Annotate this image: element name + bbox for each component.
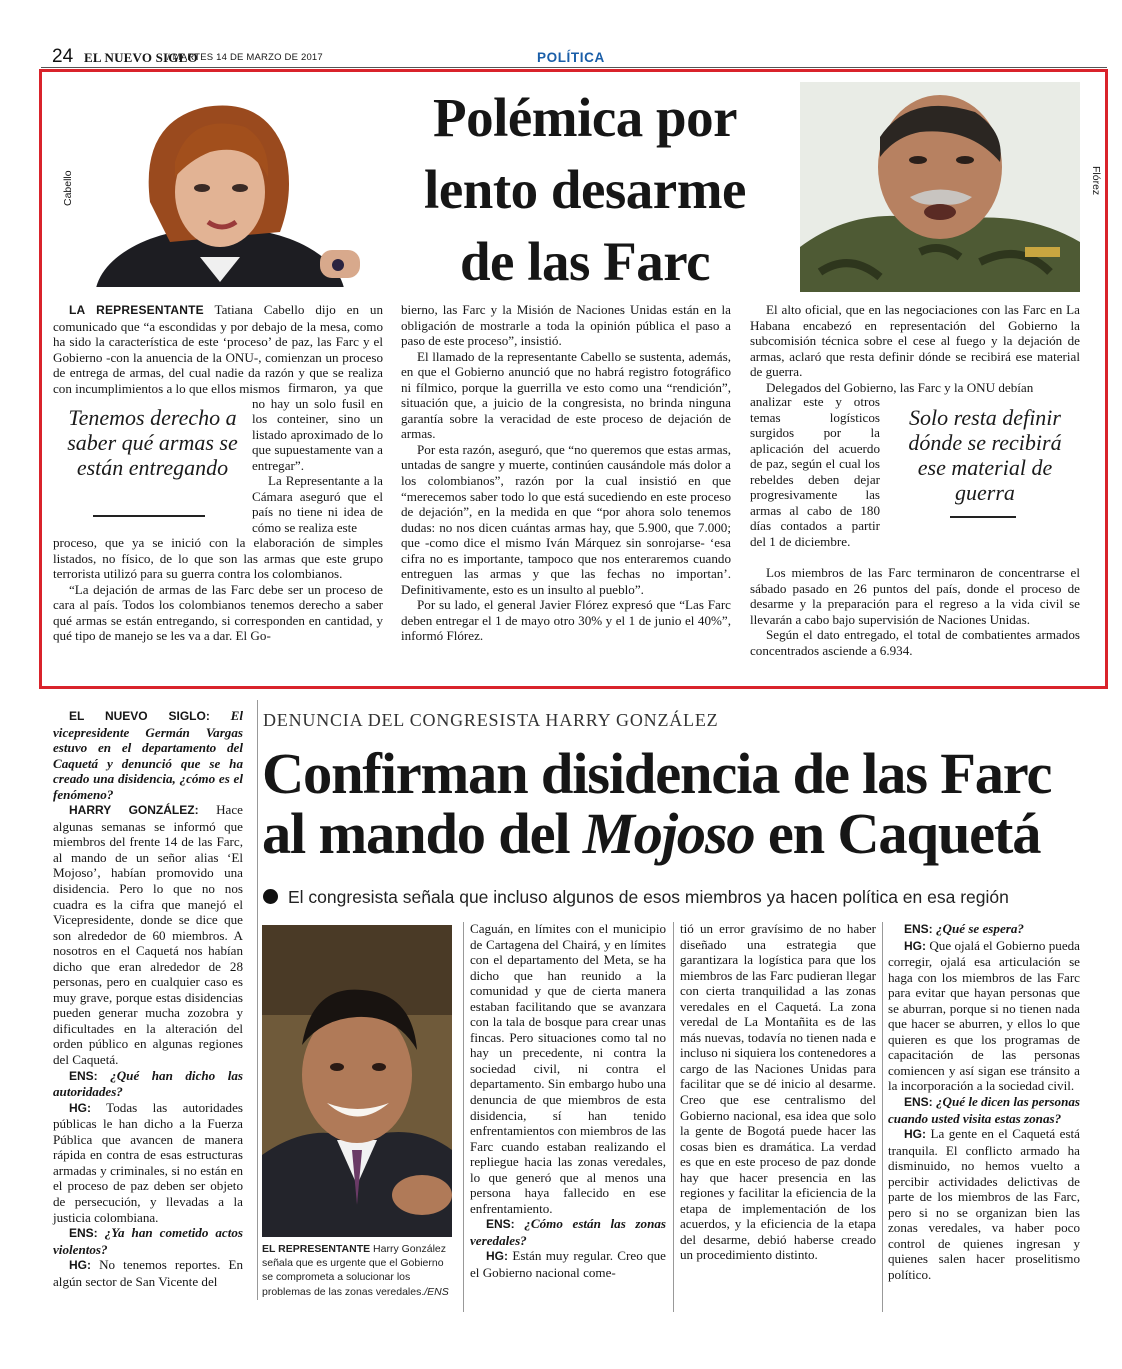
photo-gonzalez [262,925,452,1237]
paragraph: analizar este y otros temas logísticos surgidos por la aplicación del acuerdo de paz, según el cual los rebeldes deben dejar progresivamente las armas al cabo de 180 días contados a partir del 1 de diciembre. [750,394,880,549]
speaker-label: ENS: [904,922,933,936]
photo-credit-cabello: Cabello [62,170,74,206]
question-text: El vicepresidente Germán Vargas estuvo en el departamento del Caquetá y denunció que se ha creado una disidencia, ¿cómo es el fenómeno? [53,708,243,802]
lead-word: LA REPRESENTANTE [69,303,204,317]
answer-text: Que ojalá el Gobierno pueda corregir, ojalá esa articulación se haga con los miembros de las Farc para evitar que hayan personas que se aburran, porque si no tienen nada que hacer se aburren, y ellos lo que quieren es que los programas de capacitación de las personas comiencen y así sigan ese tránsito a la incorporación a la sociedad civil. [888,937,1080,1094]
answer-text: No tenemos reportes. En algún sector de San Vicente del [53,1257,243,1289]
article1-col2 [401,302,731,644]
paragraph: proceso, que ya se inició con la elaboración de simples listados, no físico, de lo que son las armas que este grupo terrorista utilizó para su guerra contra los colombianos. [53,535,383,582]
qa-paragraph [470,1216,666,1248]
article1-col3-bottom [750,565,1080,658]
paragraph: “La dejación de armas de las Farc debe ser un proceso de cara al país. Todos los colombianos tenemos derecho a saber qué armas se están entregando, si corresponden en cantidad, y qué tipo de manejo se les va a dar. El Go- [53,581,383,644]
speaker-label: EL NUEVO SIGLO: [69,709,210,723]
qa-paragraph [53,1100,243,1225]
article1-col1-wrap [252,380,383,535]
question-text: ¿Qué han dicho las autoridades? [53,1067,243,1100]
photo-florez [800,82,1080,292]
header-rule [41,67,1107,68]
answer-text: Todas las autoridades públicas le han dicho a la Fuerza Pública que avancen de manera rápida en contra de esas estructuras armadas y criminales, si no están en el proceso de paz deben ser objeto de persecución, y llevadas a la justicia colombiana. [53,1099,243,1225]
bullet-icon [263,889,278,904]
article1-col3-top [750,302,1080,395]
speaker-label: ENS: [69,1068,98,1083]
article2-kicker: DENUNCIA DEL CONGRESISTA HARRY GONZÁLEZ [263,710,719,730]
qa-paragraph [470,1248,666,1280]
paragraph: El alto oficial, que en las negociaciones con las Farc en La Habana encabezó en representación del Gobierno la subcomisión técnica sobre el cese al fuego y la dejación de armas, aclaró que resta definir dónde se recibirá ese material de guerra. [750,302,1080,380]
article2-headline [262,741,1082,866]
column-rule [673,922,674,1312]
qa-paragraph [53,1225,243,1257]
speaker-label: ENS: [69,1226,98,1241]
speaker-label: HG: [486,1249,508,1264]
column-rule [257,700,258,1300]
paragraph: Los miembros de las Farc terminaron de concentrarse el sábado pasado en 26 puntos del país, donde el proceso de desarme y la preparación para el regreso a la vida civil se llevarán a cabo bajo supervisión de Naciones Unidas. [750,565,1080,627]
paragraph: bierno, las Farc y la Misión de Naciones Unidas están en la obligación de mostrarle a toda la opinión pública el paso a paso de este proceso”, insistió. [401,302,731,349]
pull-quote-left: Tenemos derecho a saber qué armas se están entregando [67,405,238,480]
issue-date: / MARTES 14 DE MARZO DE 2017 [167,52,323,63]
answer-text: Caguán, en límites con el municipio de Cartagena del Chairá, y en límites con el departamento del Meta, se ha dicho que han reunido a la comunidad y que de cierta manera estaban facilitando que se avanzara con la tala de bosque para crear unas fincas. Pero situaciones como tal no hay un precedente, ni contra la sociedad civil, ni contra el departamento. Sin embargo hubo una denuncia de que miembros de esta disidencia, sí han tenido enfrentamientos con miembros de las Farc cuando estaban realizando el repliegue hacia las zonas veredales, lo que generó que al menos una persona haya fallecido en ese enfrentamiento. [470,921,666,1216]
qa-paragraph [53,1257,243,1289]
headline-line: al mando del Mojoso en Caquetá [262,801,1041,866]
pull-quote-rule [93,515,205,517]
photo-credit-florez: Flórez [1090,166,1102,196]
speaker-label: HARRY GONZÁLEZ: [69,803,199,818]
article2-deck: El congresista señala que incluso algunos de esos miembros ya hacen política en esa región [263,887,1009,908]
paragraph: Por esta razón, aseguró, que “no queremos que estas armas, untadas de sangre y muerte, continúen causándole más dolor a los colombianos”, razón por la cual insistió en que “merecemos saber todo lo que está sucediendo en este proceso de dejación”, en la medida en que “por ahora solo tenemos dudas: no nos dicen cuántas armas hay, que 5.900, que 7.000; que -como dice el mismo Iván Márquez sin sonrojarse- ‘esa cifra no es importante, tampoco que nos enteraremos cuando entreguen las armas y que las fechas no importan’. Definitivamente, esto es un insulto al pueblo”. [401,441,731,597]
headline-line: Confirman disidencia de las Farc [262,741,1052,806]
speaker-label: ENS: [486,1217,515,1232]
article1-headline: Polémica por lento desarme de las Farc [424,87,746,292]
qa-paragraph [888,1094,1080,1126]
question-text: ¿Cómo están las zonas veredales? [470,1216,666,1248]
qa-paragraph [470,921,666,1216]
qa-paragraph [680,921,876,1263]
article1-col1-bottom [53,535,383,644]
pull-quote-right: Solo resta definir dónde se recibirá ese material de guerra [908,405,1062,505]
paragraph: La Representante a la Cámara aseguró que el país no tiene ni idea de cómo se realiza este [252,473,383,535]
newspaper-name: EL NUEVO SIGLO [84,50,198,65]
speaker-label: HG: [69,1100,91,1115]
paragraph: Delegados del Gobierno, las Farc y la ONU debían [766,379,1034,395]
paragraph: El llamado de la representante Cabello se sustenta, además, en que el Gobierno anunció que no habrá registro fotográfico ni fílmico, porque la guerrilla ve esto como una “rendición”, situación que, a juicio de la congresista, no brinda ninguna garantía sobre la veracidad de este proceso de dejación de armas. [401,348,731,442]
qa-paragraph [53,802,243,1067]
paragraph: Según el dato entregado, el total de combatientes armados concentrados asciende a 6.934. [750,627,1080,658]
article2-col1 [53,708,243,1289]
qa-paragraph [888,921,1080,938]
column-rule [882,922,883,1312]
answer-text: Están muy regular. Creo que el Gobierno nacional come- [470,1248,666,1281]
question-text: ¿Qué se espera? [932,921,1024,936]
article2-col3 [680,921,876,1263]
column-rule [463,922,464,1312]
qa-paragraph [888,938,1080,1094]
photo-caption: EL REPRESENTANTE Harry González señala que es urgente que el Gobierno se comprometa a solucionar los problemas de las zonas veredales./ENS [262,1243,449,1298]
paragraph: Por su lado, el general Javier Flórez expresó que “Las Farc deben entregar el 1 de mayo otro 30% y el 1 de junio el 40%”, informó Flórez. [401,597,731,644]
pull-quote-rule [950,516,1016,518]
speaker-label: HG: [69,1258,91,1273]
article1-col3-wrap [750,394,880,549]
answer-text: Hace algunas semanas se informó que miembros del frente 14 de las Farc, al mando de un señor alias ‘El Mojoso’, habían promovido una disidencia. Pero lo que no nos cuadra es la cifra que manejó el Vicepresidente, donde se dice que son alrededor de 60 miembros. A nosotros en el Caquetá nos habían dicho que eran alrededor de 28 personas, pero en cualquier caso es muy grave, porque estas disidencias pueden generar mucha zozobra y dificultades en la alteración del orden público en algunas regiones del Caquetá. [53,802,243,1068]
qa-paragraph [53,708,243,802]
paragraph: firmaron, ya que no hay un solo fusil en los conteiner, sino un listado aproximado de lo que supuestamente van a entregar”. [252,380,383,473]
article2-col4 [888,921,1080,1283]
answer-text: tió un error gravísimo de no haber diseñado una estrategia que garantizara la logística para que los miembros de las Farc pudieran llegar con cierta tranquilidad a las zonas veredales en el Caquetá. La zona veredal de La Montañita es de las más nuevas, todavía no tienen nada e incluso ni siquiera los contenedores a cargo de las Naciones Unidas para facilitar que se dé inicio al desarme. Creo que ese centralismo del Gobierno nacional, esa idea que solo la gente de Bogotá puede hacer las cosas bien es dramática. La verdad es que en este proceso de paz donde hay que hacer presencia en las regiones y facilitar la eficiencia de la etapa de implementación de los acuerdos, y la eficiencia de la etapa del desarme, debió haberse creado un procedimiento distinto. [680,921,876,1263]
speaker-label: HG: [904,938,926,953]
article2-col2 [470,921,666,1281]
photo-cabello [80,82,380,287]
section-label: POLÍTICA [537,50,605,65]
speaker-label: HG: [904,1127,926,1142]
question-text: ¿Ya han cometido actos violentos? [53,1225,243,1257]
paragraph: Tatiana Cabello dijo en un comunicado que “a escondidas y por debajo de la mesa, como ha sido la característica de este ‘proceso’ de paz, las Farc y el Gobierno -con la anuencia de la ONU-, comienzan un proceso de entrega de armas, del cual nadie da razón y que se realiza con incumplimientos a lo que ellos mismos [53,302,383,396]
qa-paragraph [888,1126,1080,1282]
question-text: ¿Qué le dicen las personas cuando usted visita estas zonas? [888,1094,1080,1126]
qa-paragraph [53,1068,243,1100]
speaker-label: ENS: [904,1095,933,1110]
page-number: 24 [52,46,74,67]
answer-text: La gente en el Caquetá está tranquila. El conflicto armado ha disminuido, no hemos vuelto a percibir actividades delictivas de parte de los miembros de las Farc, pero si no se organizan bien las zonas veredales, va haber poco control de quienes ingresan y quienes salen hacer proselitismo político. [888,1126,1080,1283]
